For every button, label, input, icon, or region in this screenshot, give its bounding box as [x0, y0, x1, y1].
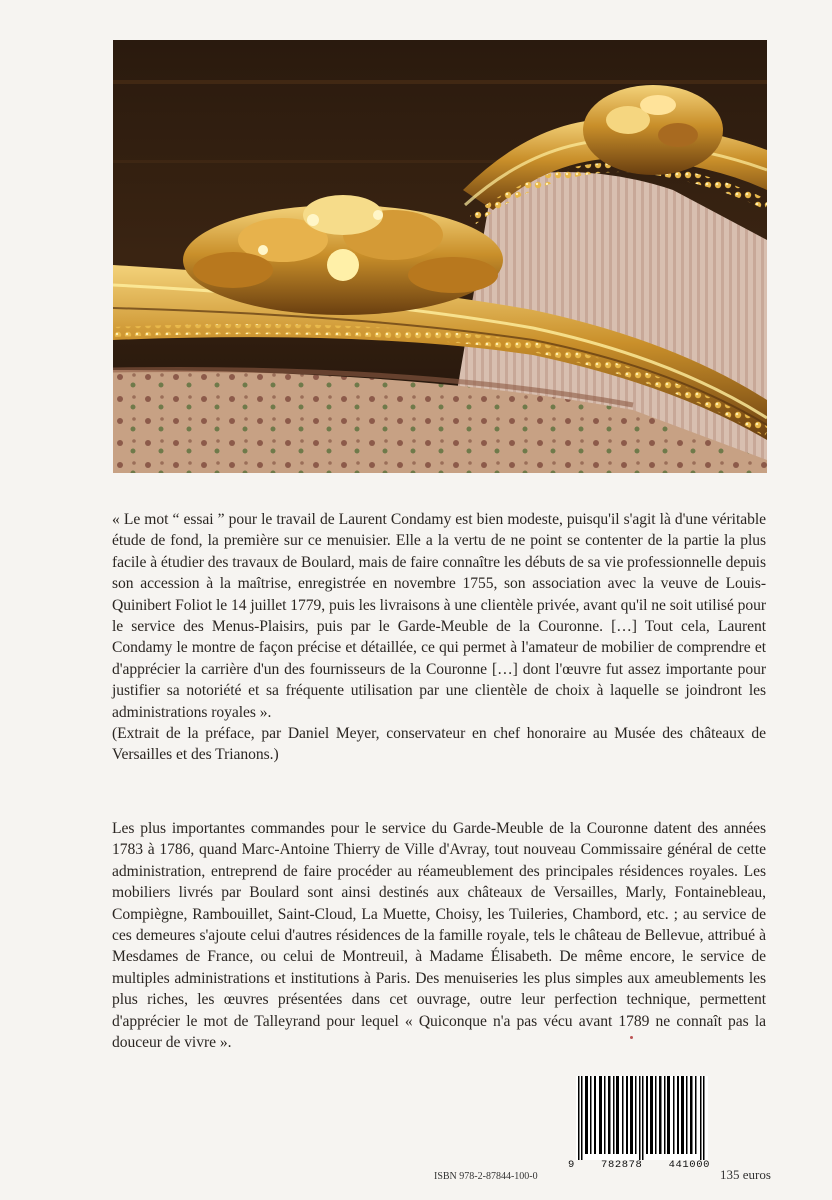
barcode-group-1: 782878	[601, 1159, 643, 1171]
description-paragraph: Les plus importantes commandes pour le service du Garde-Meuble de la Couronne datent des années 1783 à 1786, quand Marc-Antoine Thierry de Ville d'Avray, tout nouveau Commissaire général de cette administration, entreprend de faire procéder au réameublement des principales résidences royales. Les mobiliers livrés par Boulard sont ainsi destinés aux châteaux de Versailles, Marly, Fontainebleau, Compiègne, Rambouillet, Saint-Cloud, La Muette, Choisy, les Tuileries, Chambord, etc. ; au service de ces demeures s'ajoute celui d'autres résidences de la famille royale, tels le château de Bellevue, attribué à Mesdames de France, ou celui de Montreuil, à Madame Élisabeth. De même encore, le service de multiples administrations et institutions à Paris. Des menuiseries les plus simples aux ameublements les plus riches, les œuvres présentées dans cet ouvrage, outre leur perfection technique, permettent d'apprécier le mot de Talleyrand pour lequel « Quiconque n'a pas vécu avant 1789 ne connaît pas la douceur de vivre ».	[112, 820, 766, 1052]
barcode-lead-digit: 9	[568, 1159, 575, 1171]
barcode-block	[568, 1072, 710, 1184]
barcode-group-2: 441000	[668, 1159, 710, 1171]
isbn-label: ISBN 978-2-87844-100-0	[434, 1171, 538, 1182]
quote-paragraph: « Le mot “ essai ” pour le travail de Laurent Condamy est bien modeste, puisqu'il s'agit là d'une véritable étude de fond, la première sur ce menuisier. Elle a la vertu de ne point se contenter de la partie la plus facile à étudier des travaux de Boulard, mais de faire connaître les débuts de sa vie professionnelle depuis son accession à la maîtrise, enregistrée en novembre 1755, son association avec la veuve de Louis-Quinibert Foliot le 14 juillet 1779, puis les livraisons à une clientèle privée, avant qu'il ne soit utilisé pour le service des Menus-Plaisirs, puis par le Garde-Meuble de la Couronne. […] Tout cela, Laurent Condamy le montre de façon précise et détaillée, ce qui permet à l'amateur de mobilier de comprendre et d'apprécier la carrière d'un des fournisseurs de la Couronne […] dont l'œuvre fut assez importante pour justifier sa notoriété et sa fréquente utilisation par une clientèle de choix à laquelle se joindront les administrations royales ».	[112, 511, 766, 721]
barcode-bars	[576, 1076, 708, 1160]
cover-photo-gilded-chair	[113, 40, 767, 473]
book-description	[112, 818, 766, 1053]
quote-attribution: (Extrait de la préface, par Daniel Meyer, conservateur en chef honoraire au Musée des châteaux de Versailles et des Trianons.)	[112, 725, 766, 764]
price-label: 135 euros	[720, 1167, 771, 1182]
preface-quote	[112, 509, 766, 766]
barcode-digits	[568, 1159, 710, 1171]
print-speck	[630, 1036, 633, 1039]
